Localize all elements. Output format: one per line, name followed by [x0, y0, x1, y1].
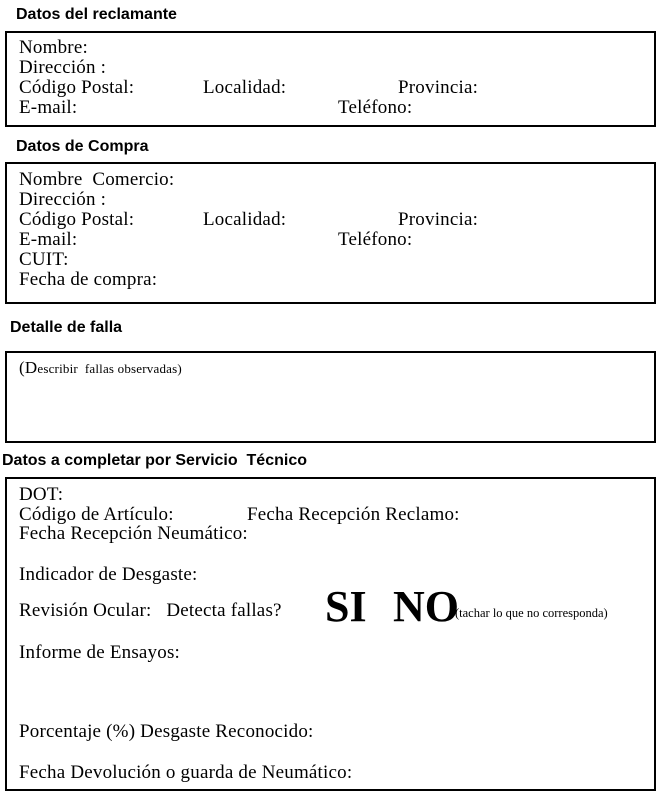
- compra-box: [5, 162, 656, 304]
- codigo-postal-label: Código Postal:: [19, 209, 135, 230]
- section-title-reclamante: Datos del reclamante: [16, 6, 177, 23]
- row-email: [7, 230, 654, 250]
- section-title-servicio: Datos a completar por Servicio Técnico: [2, 452, 307, 469]
- email-label: E-mail:: [19, 229, 78, 250]
- row-fecha-compra: [7, 270, 654, 290]
- row-informe-ensayos: [7, 643, 654, 663]
- row-direccion: [7, 190, 654, 210]
- reclamante-box: [5, 31, 656, 127]
- revision-ocular-label: Revisión Ocular: Detecta fallas?: [19, 600, 282, 621]
- provincia-label: Provincia:: [398, 77, 479, 98]
- nombre-comercio-label: Nombre Comercio:: [19, 169, 175, 190]
- row-fecha-devolucion: [7, 763, 654, 783]
- si-option[interactable]: SI: [325, 582, 367, 631]
- row-direccion: [7, 58, 654, 78]
- row-porcentaje-desgaste: [7, 722, 654, 742]
- row-codigo-postal: [7, 78, 654, 98]
- fecha-devolucion-label: Fecha Devolución o guarda de Neumático:: [19, 762, 353, 783]
- email-label: E-mail:: [19, 97, 78, 118]
- section-title-compra: Datos de Compra: [16, 138, 149, 155]
- provincia-label: Provincia:: [398, 209, 479, 230]
- row-cuit: [7, 250, 654, 270]
- tachar-note: (tachar lo que no corresponda): [455, 606, 608, 620]
- fecha-recepcion-reclamo-label: Fecha Recepción Reclamo:: [247, 504, 460, 525]
- falla-hint: (Describir fallas observadas): [19, 358, 182, 377]
- localidad-label: Localidad:: [203, 77, 287, 98]
- no-option[interactable]: NO: [393, 582, 459, 631]
- direccion-label: Dirección :: [19, 189, 107, 210]
- row-codigo-postal: [7, 210, 654, 230]
- falla-box: [5, 351, 656, 443]
- telefono-label: Teléfono:: [338, 97, 413, 118]
- fecha-compra-label: Fecha de compra:: [19, 269, 158, 290]
- direccion-label: Dirección :: [19, 57, 107, 78]
- codigo-articulo-label: Código de Artículo:: [19, 504, 174, 525]
- row-email: [7, 98, 654, 118]
- indicador-desgaste-label: Indicador de Desgaste:: [19, 564, 198, 585]
- row-dot: [7, 485, 654, 505]
- localidad-label: Localidad:: [203, 209, 287, 230]
- row-codigo-articulo: [7, 505, 654, 525]
- row-nombre: [7, 38, 654, 58]
- telefono-label: Teléfono:: [338, 229, 413, 250]
- servicio-box: [5, 477, 656, 791]
- codigo-postal-label: Código Postal:: [19, 77, 135, 98]
- row-fecha-recepcion-neumatico: [7, 524, 654, 544]
- fecha-recepcion-neumatico-label: Fecha Recepción Neumático:: [19, 523, 248, 544]
- porcentaje-desgaste-label: Porcentaje (%) Desgaste Reconocido:: [19, 721, 314, 742]
- cuit-label: CUIT:: [19, 249, 69, 270]
- section-title-falla: Detalle de falla: [10, 319, 123, 336]
- nombre-label: Nombre:: [19, 37, 88, 58]
- dot-label: DOT:: [19, 484, 64, 505]
- informe-ensayos-label: Informe de Ensayos:: [19, 642, 181, 663]
- row-nombre-comercio: [7, 170, 654, 190]
